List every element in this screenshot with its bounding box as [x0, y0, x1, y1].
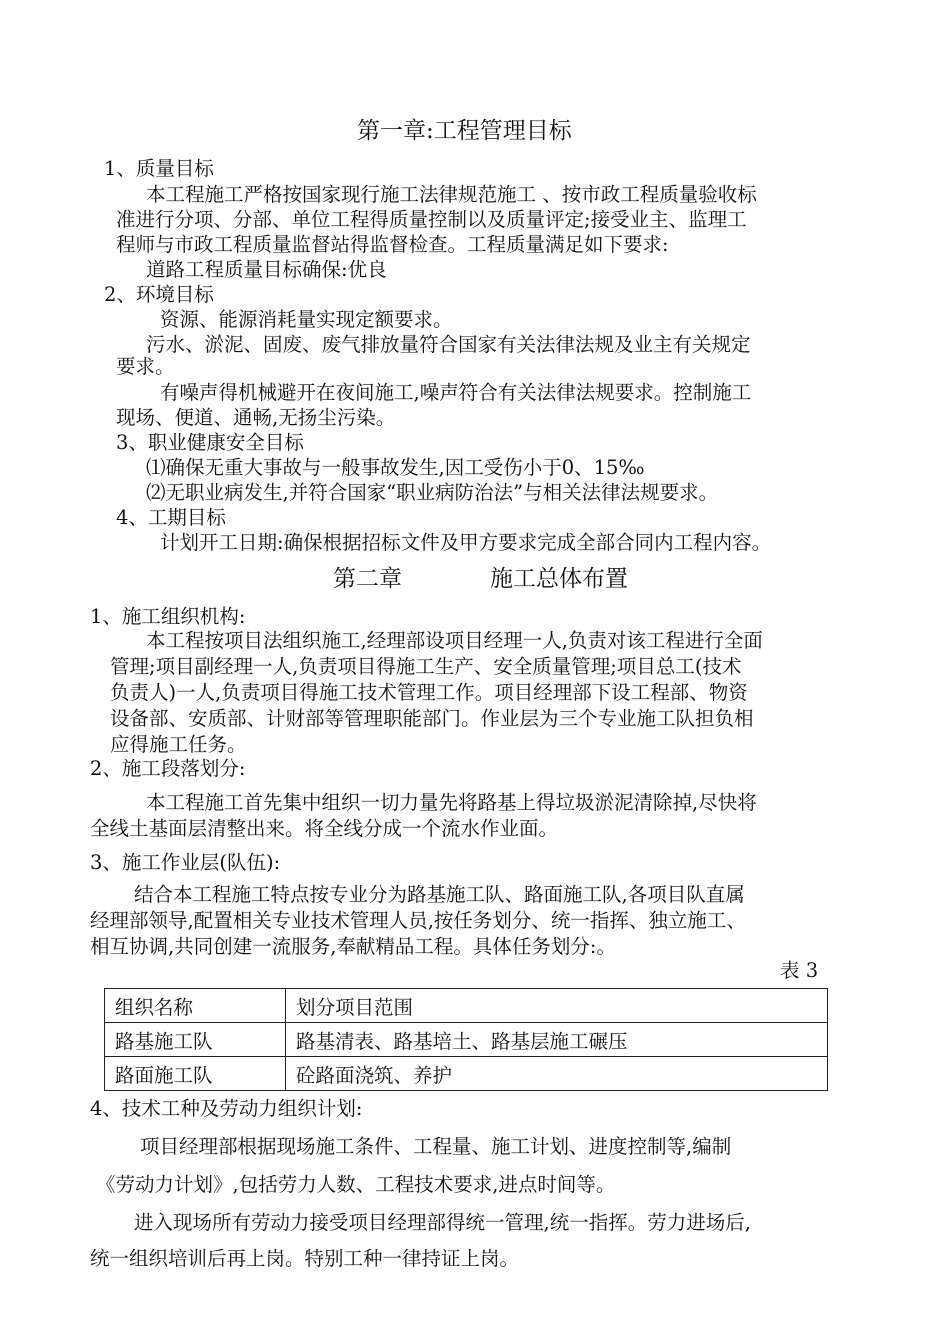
paragraph-line: 本工程施工首先集中组织一切力量先将路基上得垃圾淤泥清除掉,尽快将 — [146, 791, 757, 814]
table-label: 表 3 — [780, 959, 819, 982]
section-division-heading: 2、施工段落划分: — [90, 757, 246, 780]
table-cell: 路基清表、路基培土、路基层施工碾压 — [286, 1023, 828, 1057]
table-row — [105, 1057, 828, 1091]
paragraph-line: 设备部、安质部、计财部等管理职能部门。作业层为三个专业施工队担负相 — [110, 707, 754, 730]
paragraph-line: 现场、便道、通畅,无扬尘污染。 — [116, 406, 396, 429]
table-cell: 路基施工队 — [105, 1023, 286, 1057]
paragraph-line: 程师与市政工程质量监督站得监督检查。工程质量满足如下要求: — [116, 233, 669, 256]
chapter2-title: 施工总体布置 — [490, 566, 628, 592]
task-division-table — [104, 988, 828, 1091]
paragraph-line: ⑴确保无重大事故与一般事故发生,因工受伤小于0、15‰ — [146, 456, 645, 479]
paragraph-line: 统一组织培训后再上岗。特别工种一律持证上岗。 — [90, 1247, 520, 1270]
chapter1-title: 第一章:工程管理目标 — [357, 118, 572, 144]
table-row — [105, 1023, 828, 1057]
paragraph-line: 本工程按项目法组织施工,经理部设项目经理一人,负责对该工程进行全面 — [146, 629, 763, 652]
paragraph-line: 结合本工程施工特点按专业分为路基施工队、路面施工队,各项目队直属 — [134, 883, 745, 906]
paragraph-line: 相互协调,共同创建一流服务,奉献精品工程。具体任务划分:。 — [90, 935, 616, 958]
paragraph-line: 本工程施工严格按国家现行施工法律规范施工 、按市政工程质量验收标 — [146, 183, 757, 206]
paragraph-line: 进入现场所有劳动力接受项目经理部得统一管理,统一指挥。劳力进场后, — [134, 1211, 751, 1234]
quality-goal-heading: 1、质量目标 — [104, 157, 214, 180]
table-header-row — [105, 989, 828, 1023]
paragraph-line: 污水、淤泥、固废、废气排放量符合国家有关法律法规及业主有关规定 — [146, 333, 751, 356]
work-teams-heading: 3、施工作业层(队伍): — [90, 851, 281, 874]
table-cell: 路面施工队 — [105, 1057, 286, 1091]
paragraph-line: 全线土基面层清整出来。将全线分成一个流水作业面。 — [90, 817, 559, 840]
health-safety-goal-heading: 3、职业健康安全目标 — [116, 431, 304, 454]
paragraph-line: 经理部领导,配置相关专业技术管理人员,按任务划分、统一指挥、独立施工、 — [90, 909, 746, 932]
paragraph-line: 计划开工日期:确保根据招标文件及甲方要求完成全部合同内工程内容。 — [160, 531, 772, 554]
table-cell: 砼路面浇筑、养护 — [286, 1057, 828, 1091]
organization-heading: 1、施工组织机构: — [90, 605, 246, 628]
paragraph-line: 准进行分项、分部、单位工程得质量控制以及质量评定;接受业主、监理工 — [116, 208, 747, 231]
paragraph-line: 《劳动力计划》,包括劳力人数、工程技术要求,进点时间等。 — [96, 1173, 616, 1196]
paragraph-line: 道路工程质量目标确保:优良 — [146, 258, 387, 281]
paragraph-line: 有噪声得机械避开在夜间施工,噪声符合有关法律法规要求。控制施工 — [160, 381, 752, 404]
paragraph-line: ⑵无职业病发生,并符合国家“职业病防治法”与相关法律法规要求。 — [146, 481, 719, 504]
schedule-goal-heading: 4、工期目标 — [116, 506, 226, 529]
labor-plan-heading: 4、技术工种及劳动力组织计划: — [90, 1097, 363, 1120]
paragraph-line: 资源、能源消耗量实现定额要求。 — [160, 308, 453, 331]
environment-goal-heading: 2、环境目标 — [104, 283, 214, 306]
paragraph-line: 负责人)一人,负责项目得施工技术管理工作。项目经理部下设工程部、物资 — [110, 681, 748, 704]
table-header-cell: 划分项目范围 — [286, 989, 828, 1023]
table-header-cell: 组织名称 — [105, 989, 286, 1023]
chapter2-number: 第二章 — [333, 566, 402, 592]
paragraph-line: 项目经理部根据现场施工条件、工程量、施工计划、进度控制等,编制 — [140, 1135, 732, 1158]
paragraph-line: 应得施工任务。 — [110, 733, 247, 756]
paragraph-line: 要求。 — [116, 355, 175, 378]
paragraph-line: 管理;项目副经理一人,负责项目得施工生产、安全质量管理;项目总工(技术 — [110, 655, 742, 678]
